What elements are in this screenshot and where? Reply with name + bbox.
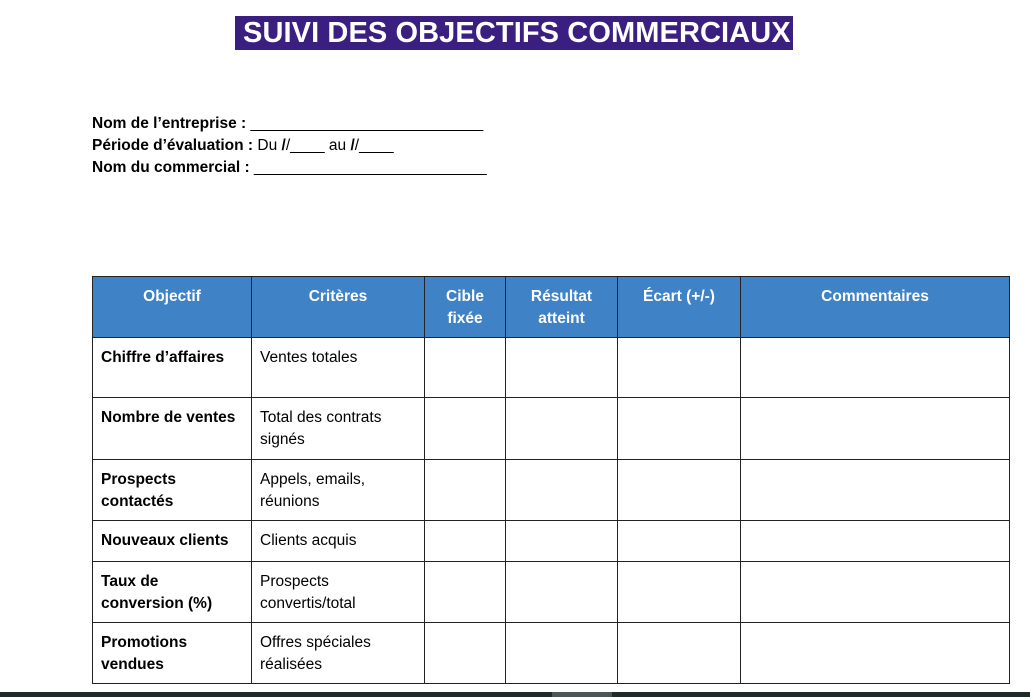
table-row <box>93 460 1010 521</box>
objectives-table <box>92 276 1010 684</box>
objective-cell: Chiffre d’affaires <box>93 338 252 398</box>
salesperson-value: ___________________________ <box>253 159 487 176</box>
result-cell[interactable] <box>506 460 618 521</box>
target-cell[interactable] <box>425 338 506 398</box>
salesperson-label: Nom du commercial : <box>92 159 254 176</box>
document-title: SUIVI DES OBJECTIFS COMMERCIAUX <box>235 16 793 50</box>
header-result: Résultat atteint <box>506 277 618 338</box>
period-label: Période d’évaluation : <box>92 137 258 154</box>
comments-cell[interactable] <box>741 521 1010 562</box>
company-value: ___________________________ <box>250 115 484 132</box>
period-middle: au <box>324 137 351 154</box>
gap-cell[interactable] <box>618 460 741 521</box>
objective-cell: Nombre de ventes <box>93 398 252 460</box>
header-target: Cible fixée <box>425 277 506 338</box>
criteria-cell: Ventes totales <box>252 338 425 398</box>
objective-cell: Nouveaux clients <box>93 521 252 562</box>
table-row <box>93 338 1010 398</box>
table-row <box>93 398 1010 460</box>
comments-cell[interactable] <box>741 338 1010 398</box>
company-label: Nom de l’entreprise : <box>92 115 251 132</box>
target-cell[interactable] <box>425 623 506 684</box>
period-sep-1: / <box>281 137 286 154</box>
comments-cell[interactable] <box>741 623 1010 684</box>
gap-cell[interactable] <box>618 562 741 623</box>
objective-cell: Prospects contactés <box>93 460 252 521</box>
gap-cell[interactable] <box>618 521 741 562</box>
scroll-thumb[interactable] <box>552 692 612 697</box>
target-cell[interactable] <box>425 398 506 460</box>
result-cell[interactable] <box>506 562 618 623</box>
period-field <box>92 135 487 157</box>
criteria-cell: Appels, emails, réunions <box>252 460 425 521</box>
header-comments: Commentaires <box>741 277 1010 338</box>
header-gap: Écart (+/-) <box>618 277 741 338</box>
result-cell[interactable] <box>506 338 618 398</box>
period-sep-2: / <box>350 137 355 154</box>
target-cell[interactable] <box>425 562 506 623</box>
table-header-row <box>93 277 1010 338</box>
criteria-cell: Offres spéciales réalisées <box>252 623 425 684</box>
comments-cell[interactable] <box>741 562 1010 623</box>
company-field <box>92 113 487 135</box>
gap-cell[interactable] <box>618 398 741 460</box>
criteria-cell: Total des contrats signés <box>252 398 425 460</box>
result-cell[interactable] <box>506 623 618 684</box>
comments-cell[interactable] <box>741 460 1010 521</box>
period-prefix: Du <box>257 137 282 154</box>
bottom-scroll-bar[interactable] <box>0 692 1030 697</box>
salesperson-field <box>92 157 487 179</box>
period-blank-2: /____ <box>354 137 394 154</box>
comments-cell[interactable] <box>741 398 1010 460</box>
table-row <box>93 521 1010 562</box>
target-cell[interactable] <box>425 460 506 521</box>
objective-cell: Taux de conversion (%) <box>93 562 252 623</box>
table-row <box>93 562 1010 623</box>
header-objective: Objectif <box>93 277 252 338</box>
target-cell[interactable] <box>425 521 506 562</box>
gap-cell[interactable] <box>618 623 741 684</box>
criteria-cell: Clients acquis <box>252 521 425 562</box>
gap-cell[interactable] <box>618 338 741 398</box>
period-blank-1: /____ <box>285 137 325 154</box>
result-cell[interactable] <box>506 521 618 562</box>
objective-cell: Promotions vendues <box>93 623 252 684</box>
result-cell[interactable] <box>506 398 618 460</box>
document-fields <box>92 113 487 179</box>
table-row <box>93 623 1010 684</box>
criteria-cell: Prospects convertis/total <box>252 562 425 623</box>
header-criteria: Critères <box>252 277 425 338</box>
